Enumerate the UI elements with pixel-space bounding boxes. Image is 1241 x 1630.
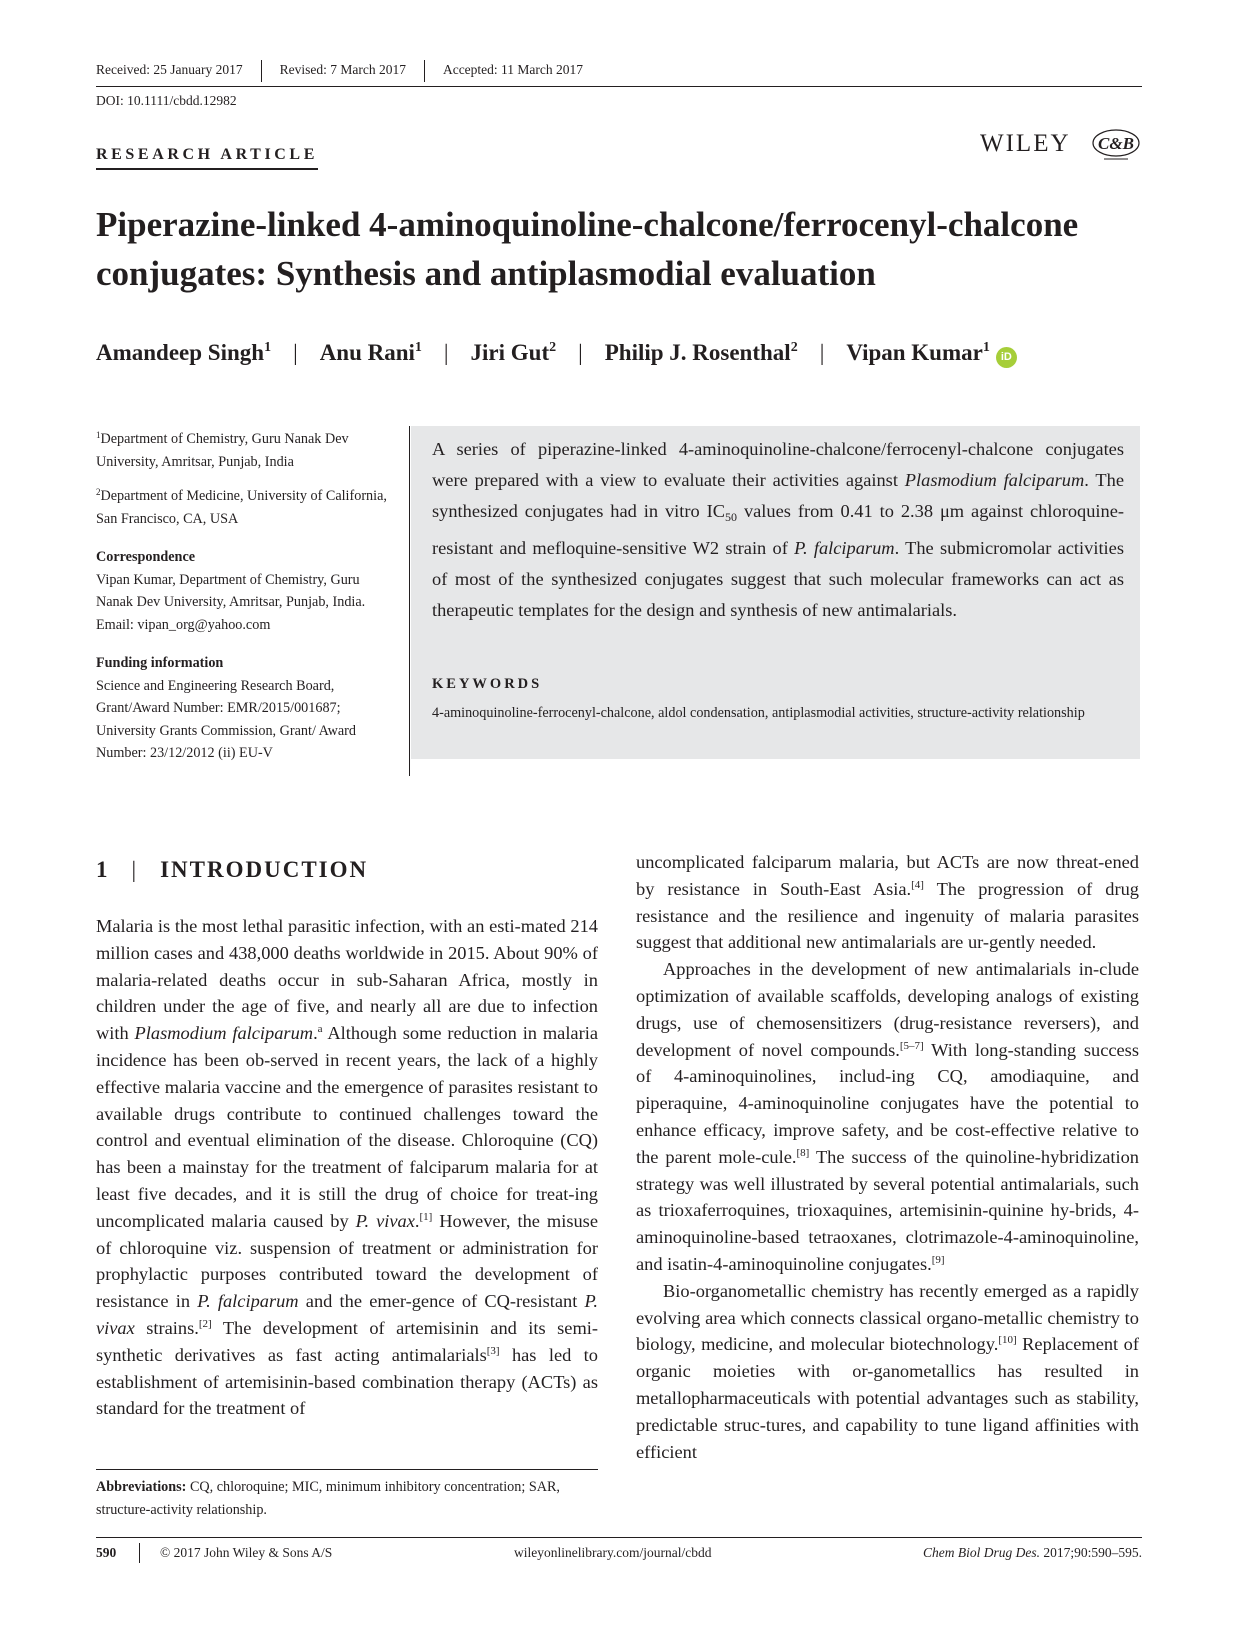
section-heading	[96, 857, 368, 883]
orcid-icon[interactable]: iD	[996, 347, 1017, 368]
journal-url[interactable]: wileyonlinelibrary.com/journal/cbdd	[514, 1545, 712, 1560]
author[interactable]: Vipan Kumar$^1$	[846, 340, 990, 365]
paragraph: Bio-organometallic chemistry has recently emerged as a rapidly evolving area which connects classical organo-metallic chemistry to biology, medicine, and molecular biotechnology.[10] Replacement of organic moieties with or-ganometallics has resulted in metallopharmaceuticals with potential advantages such as stability, predictable struc-tures, and capability to tune ligand affinities with efficient	[636, 1280, 1139, 1462]
affiliation-2: $^2$Department of Medicine, University of California, San Francisco, CA, USA	[96, 487, 387, 527]
revised-date: Revised: 7 March 2017	[279, 62, 406, 77]
footer-separator	[139, 1543, 140, 1563]
keywords-heading: KEYWORDS	[432, 676, 543, 692]
author-separator: |	[443, 340, 449, 365]
funding-heading: Funding information	[96, 655, 224, 671]
citation-ref[interactable]: [5–7]	[899, 1039, 924, 1052]
correspondence-email[interactable]: Email: vipan_org@yahoo.com	[96, 616, 271, 633]
received-date: Received: 25 January 2017	[96, 62, 243, 77]
column-divider	[409, 426, 410, 776]
citation-ref[interactable]: [8]	[796, 1146, 810, 1159]
journal-citation: Chem Biol Drug Des. 2017;90:590–595.	[922, 1545, 1142, 1560]
date-separator	[424, 60, 425, 82]
author-list	[96, 340, 1017, 368]
author[interactable]: Philip J. Rosenthal$^2$	[604, 340, 798, 365]
abstract-box	[411, 426, 1140, 759]
citation-ref[interactable]: [10]	[998, 1334, 1017, 1347]
copyright: © 2017 John Wiley & Sons A/S	[160, 1545, 333, 1560]
citation-ref[interactable]: [3]	[486, 1344, 500, 1357]
journal-logo-icon	[1090, 126, 1142, 164]
paragraph: uncomplicated falciparum malaria, but ACTs are now threat-ened by resistance in South-East Asia.[4] The progression of drug resistance and the resilience and ingenuity of malaria parasites suggest that additional new antimalarials are ur-gently needed.	[636, 852, 1139, 953]
body-column-left	[96, 913, 598, 1422]
publisher-logo: WILEY	[980, 130, 1071, 157]
paragraph: Approaches in the development of new antimalarials in-clude optimization of available scaffolds, developing analogs of existing drugs, use of chemosensitizers (drug-resistance reversers), and development of novel compounds.[5–7] With long-standing success of 4-aminoquinolines, includ-ing CQ, amodiaquine, and piperaquine, 4-aminoquinoline conjugates have the potential to enhance efficacy, improve safety, and be cost-effective relative to the parent mole-cule.[8] The success of the quinoline-hybridization strategy was well illustrated by several potential antimalarials, such as trioxaferroquines, trioxaquines, artemisinin-quinine hy-brids, 4-aminoquinoline-based tetraoxanes, clotrimazole-4-aminoquinoline, and isatin-4-aminoquinoline conjugates.[9]	[636, 959, 1140, 1274]
article-info-column	[96, 424, 396, 773]
doi-link[interactable]: DOI: 10.1111/cbdd.12982	[96, 93, 237, 108]
author-separator: |	[293, 340, 298, 365]
author[interactable]: Anu Rani$^1$	[319, 340, 422, 365]
affiliation-1: $^1$Department of Chemistry, Guru Nanak Dev University, Amritsar, Punjab, India	[96, 430, 349, 470]
footer-rule	[96, 1537, 1142, 1538]
author-separator: |	[819, 340, 825, 365]
citation-ref[interactable]: [1]	[419, 1210, 433, 1223]
abbreviations-footnote: Abbreviations: CQ, chloroquine; MIC, minimum inhibitory concentration; SAR, structure-activity relationship.	[96, 1479, 560, 1518]
footnote-rule	[96, 1469, 598, 1470]
article-title: Piperazine-linked 4-aminoquinoline-chalcone/ferrocenyl-chalcone conjugates: Synthesis and antiplasmodial evaluation	[96, 205, 1079, 293]
paragraph: Malaria is the most lethal parasitic infection, with an esti-mated 214 million cases and 438,000 deaths worldwide in 2015. About 90% of malaria-related deaths occur in sub-Saharan Africa, mostly in children under the age of five, and nearly all are due to infection with Plasmodium falciparum.$^a$ Although some reduction in malaria incidence has been ob-served in recent years, the lack of a highly effective malaria vaccine and the emergence of parasites resistant to available drugs contribute to continued challenges toward the control and eventual elimination of the disease. Chloroquine (CQ) has been a mainstay for the treatment of falciparum malaria for at least five decades, and it is still the drug of choice for treat-ing uncomplicated malaria caused by P. vivax.[1] However, the misuse of chloroquine viz. suspension of treatment or administration for prophylactic purposes contributed toward the development of resistance in P. falciparum and the emer-gence of CQ-resistant P. vivax strains.[2] The development of artemisinin and its semi-synthetic derivatives as fast acting antimalarials[3] has led to establishment of artemisinin-based combination therapy (ACTs) as standard for the treatment of	[96, 916, 598, 1419]
section-number: 1	[96, 857, 110, 882]
funding-text: Science and Engineering Research Board, Grant/Award Number: EMR/2015/001687; University Grants Commission, Grant/ Award Number: 23/12/2012 (ii) EU-V	[96, 677, 356, 761]
page-number: 590	[96, 1545, 117, 1560]
date-separator	[261, 60, 262, 82]
keywords-list: 4-aminoquinoline-ferrocenyl-chalcone, aldol condensation, antiplasmodial activities, structure-activity relationship	[432, 705, 1085, 721]
accepted-date: Accepted: 11 March 2017	[442, 62, 584, 77]
citation-ref[interactable]: [4]	[911, 878, 924, 891]
author[interactable]: Amandeep Singh$^1$	[96, 340, 272, 365]
article-dates	[96, 60, 1142, 87]
abstract-text: A series of piperazine-linked 4-aminoquinoline-chalcone/ferrocenyl-chalcone conjugates were prepared with a view to evaluate their activities against Plasmodium falciparum. The synthesized conjugates had in vitro $IC_{50}$ values from 0.41 to 2.38 μm against chloroquine-resistant and mefloquine-sensitive W2 strain of P. falciparum. The submicromolar activities of most of the synthesized conjugates suggest that such molecular frameworks can act as therapeutic templates for the design and synthesis of new antimalarials.	[432, 439, 1125, 620]
article-type-label: RESEARCH ARTICLE	[96, 146, 318, 170]
citation-ref[interactable]: [9]	[931, 1253, 945, 1266]
author[interactable]: Jiri Gut$^2$	[470, 340, 557, 365]
author-separator: |	[578, 340, 583, 365]
body-column-right	[636, 849, 1139, 1465]
correspondence-heading: Correspondence	[96, 549, 196, 565]
correspondence-text: Vipan Kumar, Department of Chemistry, Guru Nanak Dev University, Amritsar, Punjab, India.	[96, 571, 366, 610]
section-separator: |	[131, 857, 139, 882]
journal-logo-text: C&B	[1098, 134, 1134, 153]
citation-ref[interactable]: [2]	[198, 1317, 212, 1330]
section-title: INTRODUCTION	[160, 857, 369, 882]
